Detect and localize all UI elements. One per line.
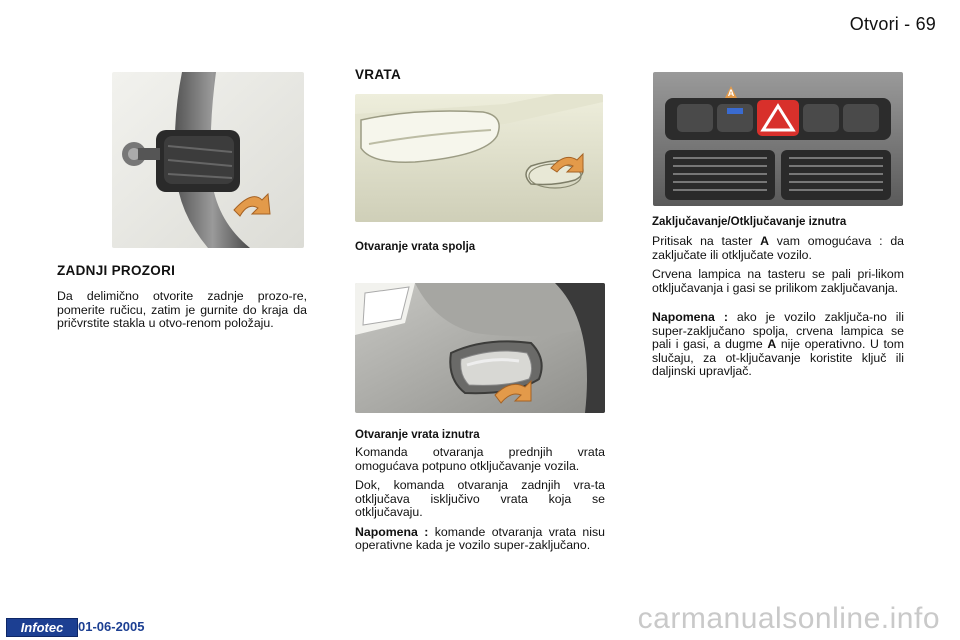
interior-lock-paragraph-1 — [652, 235, 904, 262]
inside-opening-body — [355, 446, 605, 559]
rear-windows-text: Da delimično otvorite zadnje prozo-re, pomerite ručicu, zatim je gurnite do kraja da pričvrstite stakla u otvo-renom položaju. — [57, 289, 307, 330]
note-text-before: ako je vozilo zaključa-no ili super-zaključano spolja, crvena lampica se pali i gasi, a dugme — [652, 310, 904, 351]
inside-opening-paragraph-2: Dok, komanda otvaranja zadnjih vra-ta otključava isključivo vrata koja se otključavaju. — [355, 478, 605, 519]
outside-door-handle-figure — [355, 94, 603, 222]
central-console-figure — [653, 72, 903, 206]
button-a-label: A — [727, 88, 735, 98]
rear-window-latch-figure — [112, 72, 304, 248]
note-text: komande otvaranja vrata nisu operativne kada je vozilo super-zaključano. — [355, 524, 605, 552]
interior-lock-heading: Zaključavanje/Otključavanje iznutra — [652, 216, 847, 228]
p1-text-after: vam omogućava : da zaključate ili otključate vozilo. — [652, 234, 904, 262]
inside-opening-paragraph-1: Komanda otvaranja prednjih vrata omogućava potpuno otključavanje vozila. — [355, 445, 605, 473]
page-header: Otvori - 69 — [849, 14, 936, 34]
infotec-logo: Infotec — [6, 618, 78, 637]
inside-opening-note — [355, 526, 605, 553]
outside-opening-caption: Otvaranje vrata spolja — [355, 241, 476, 253]
interior-lock-body — [652, 235, 904, 385]
note-text-after: nije operativno. U tom slučaju, za ot-ključavanje koristite ključ ili daljinski upravljač. — [652, 337, 905, 378]
p1-key-a: A — [760, 234, 769, 248]
watermark: carmanualsonline.info — [637, 602, 940, 635]
inside-opening-heading: Otvaranje vrata iznutra — [355, 429, 480, 441]
interior-lock-paragraph-2: Crvena lampica na tasteru se pali pri-likom otključavanja i gasi se prilikom zaključavanja. — [652, 267, 904, 295]
p1-text-before: Pritisak na taster — [652, 234, 761, 248]
doors-title: VRATA — [355, 67, 401, 82]
publication-date: 01-06-2005 — [78, 619, 145, 634]
rear-windows-title: ZADNJI PROZORI — [57, 263, 176, 278]
interior-lock-note — [652, 311, 904, 379]
inside-door-handle-figure — [355, 283, 605, 413]
note-label-right: Napomena : — [652, 310, 728, 324]
note-key-a: A — [767, 337, 777, 351]
note-label: Napomena : — [355, 524, 429, 539]
